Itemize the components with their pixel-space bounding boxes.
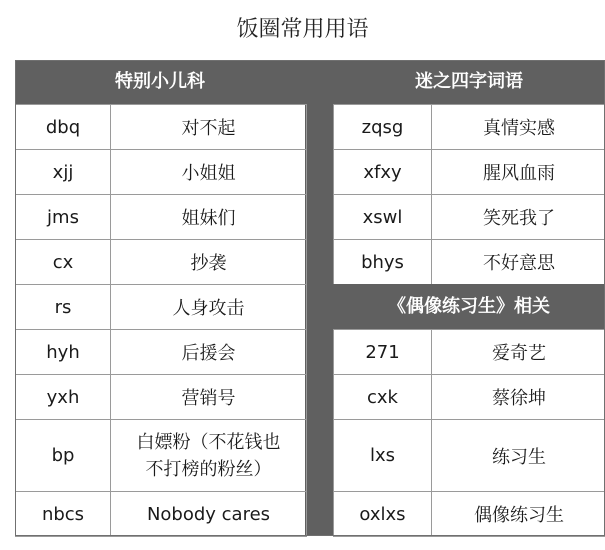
table-row [16,375,307,420]
abbr-cell: rs [16,285,111,330]
meaning-line-1: 白嫖粉（不花钱也 [136,431,281,453]
meaning-cell: 后援会 [111,330,307,375]
right-top-section-header: 迷之四字词语 [333,60,605,104]
table-row [334,492,605,537]
table-row [334,375,605,420]
abbr-cell: zqsg [334,105,432,150]
table-row [16,240,307,285]
table-row [334,240,605,285]
abbr-cell: jms [16,195,111,240]
table-row [334,420,605,492]
abbr-cell: nbcs [16,492,111,537]
meaning-cell [111,420,307,492]
table-row [16,105,307,150]
abbr-cell: cx [16,240,111,285]
right-bottom-section-header: 《偶像练习生》相关 [333,284,605,329]
meaning-cell: 人身攻击 [111,285,307,330]
abbr-cell: dbq [16,105,111,150]
column-divider [305,60,333,536]
abbr-cell: oxlxs [334,492,432,537]
meaning-cell: 不好意思 [432,240,605,285]
left-table [15,104,307,537]
table-row [334,330,605,375]
abbr-cell: cxk [334,375,432,420]
meaning-cell: 营销号 [111,375,307,420]
meaning-cell: 腥风血雨 [432,150,605,195]
meaning-cell: 姐妹们 [111,195,307,240]
table-row [16,492,307,537]
meaning-cell: Nobody cares [111,492,307,537]
meaning-cell: 真情实感 [432,105,605,150]
abbr-cell: 271 [334,330,432,375]
table-row [334,195,605,240]
meaning-cell: 爱奇艺 [432,330,605,375]
abbr-cell: bp [16,420,111,492]
table-row [16,285,307,330]
right-bottom-table [333,329,605,537]
meaning-cell: 练习生 [432,420,605,492]
meaning-cell: 偶像练习生 [432,492,605,537]
page-title: 饭圈常用用语 [236,17,369,42]
table-row [16,150,307,195]
table-row [334,150,605,195]
abbr-cell: lxs [334,420,432,492]
abbr-cell: bhys [334,240,432,285]
abbr-cell: xjj [16,150,111,195]
meaning-cell: 抄袭 [111,240,307,285]
meaning-cell: 小姐姐 [111,150,307,195]
abbr-cell: yxh [16,375,111,420]
meaning-cell: 笑死我了 [432,195,605,240]
meaning-line-2: 不打榜的粉丝） [145,458,272,480]
glossary-table [15,60,605,536]
meaning-cell: 蔡徐坤 [432,375,605,420]
table-row [16,330,307,375]
table-row [334,105,605,150]
table-row [16,195,307,240]
abbr-cell: xfxy [334,150,432,195]
table-row [16,420,307,492]
right-top-table [333,104,605,285]
meaning-cell: 对不起 [111,105,307,150]
left-section-header: 特别小儿科 [15,60,305,104]
abbr-cell: xswl [334,195,432,240]
abbr-cell: hyh [16,330,111,375]
